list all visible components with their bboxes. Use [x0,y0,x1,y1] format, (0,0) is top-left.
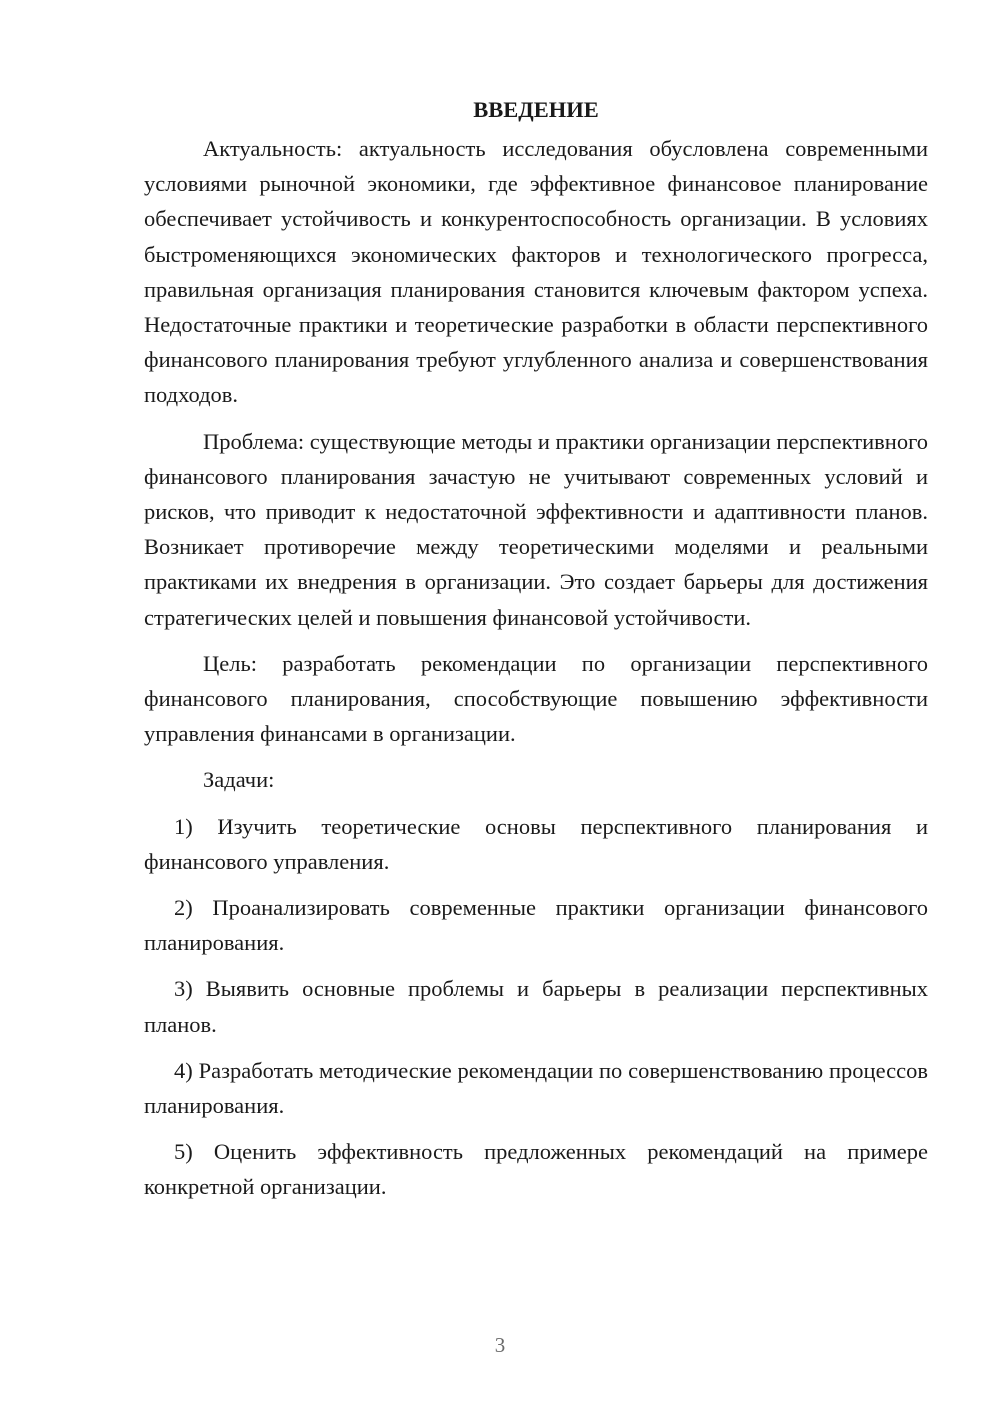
paragraph-problem: Проблема: существующие методы и практики организации перспективного финансового планирования зачастую не учитывают современных условий и рисков, что приводит к недостаточной эффективности и адаптивности планов. Возникает противоречие между теоретическими моделями и реальными практиками их внедрения в организации. Это создает барьеры для достижения стратегических целей и повышения финансовой устойчивости. [144,428,928,630]
list-item-task-4: 4) Разработать методические рекомендации по совершенствованию процессов планирования. [144,1057,928,1119]
list-item-task-3: 3) Выявить основные проблемы и барьеры в реализации перспективных планов. [144,976,928,1037]
document-page [144,92,928,1216]
paragraph-tasks-heading: Задачи: [203,767,275,793]
list-item-task-5: 5) Оценить эффективность предложенных рекомендаций на примере конкретной организации. [144,1139,928,1200]
page-number: 3 [494,1333,506,1357]
paragraph-goal: Цель: разработать рекомендации по организации перспективного финансового планирования, способствующие повышению эффективности управления финансами в организации. [144,650,928,747]
page-title: ВВЕДЕНИЕ [473,97,599,122]
list-item-task-2: 2) Проанализировать современные практики организации финансового планирования. [144,895,928,956]
paragraph-relevance: Актуальность: актуальность исследования обусловлена современными условиями рыночной экономики, где эффективное финансовое планирование обеспечивает устойчивость и конкурентоспособность организации. В условиях быстроменяющихся экономических факторов и технологического прогресса, правильная организация планирования становится ключевым фактором успеха. Недостаточные практики и теоретические разработки в области перспективного финансового планирования требуют углубленного анализа и совершенствования подходов. [144,136,928,408]
list-item-task-1: 1) Изучить теоретические основы перспективного планирования и финансового управления. [144,813,928,874]
